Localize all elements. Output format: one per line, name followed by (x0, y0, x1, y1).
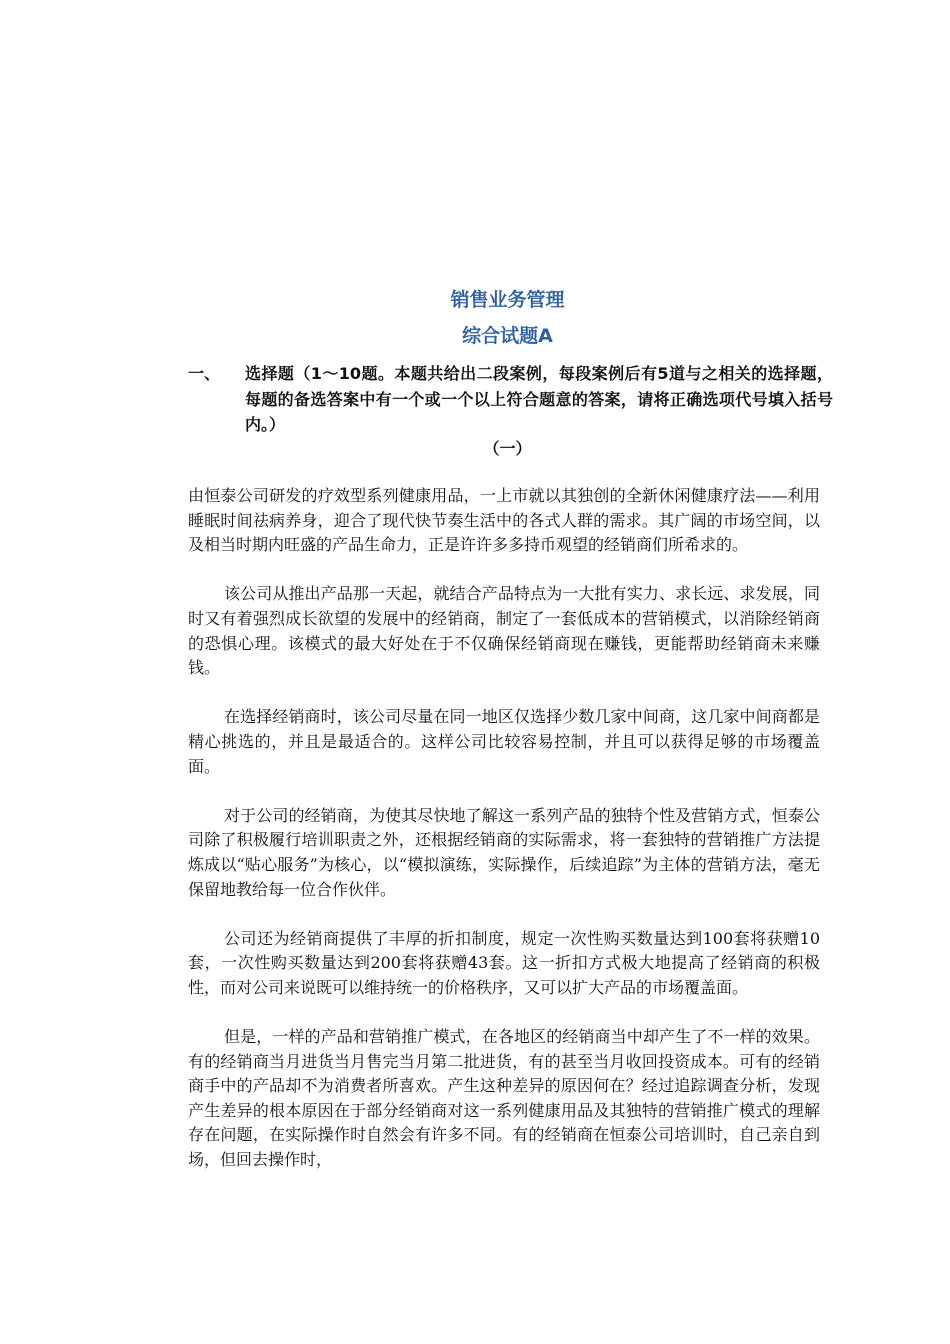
paragraph-6: 但是，一样的产品和营销推广模式，在各地区的经销商当中却产生了不一样的效果。有的经销商当月进货当月售完当月第二批进货，有的甚至当月收回投资成本。可有的经销商手中的产品却不为消费者所喜欢。产生这种差异的原因何在？经过追踪调查分析，发现产生差异的根本原因在于部分经销商对这一系列健康用品及其独特的营销推广模式的理解存在问题，在实际操作时自然会有许多不同。有的经销商在恒泰公司培训时，自己亲自到场，但回去操作时， (188, 1027, 820, 1170)
paragraph-3: 在选择经销商时，该公司尽量在同一地区仅选择少数几家中间商，这几家中间商都是精心挑选的，并且是最适合的。这样公司比较容易控制，并且可以获得足够的市场覆盖面。 (188, 707, 820, 776)
paragraph-1: 由恒泰公司研发的疗效型系列健康用品，一上市就以其独创的全新休闲健康疗法——利用睡眠时间祛病养身，迎合了现代快节奏生活中的各式人群的需求。其广阔的市场空间，以及相当时期内旺盛的产品生命力，正是许许多多持币观望的经销商们所希求的。 (188, 486, 820, 555)
case-label: （一） (483, 439, 532, 458)
document-subtitle: 综合试题A (462, 325, 553, 347)
section-number: 一、 (188, 364, 221, 383)
document-title: 销售业务管理 (450, 289, 565, 311)
paragraph-5: 公司还为经销商提供了丰厚的折扣制度，规定一次性购买数量达到100套将获赠10套，一次性购买数量达到200套将获赠43套。这一折扣方式极大地提高了经销商的积极性，而对公司来说既可以维持统一的价格秩序，又可以扩大产品的市场覆盖面。 (188, 928, 820, 997)
case-body (188, 484, 820, 1197)
paragraph-4: 对于公司的经销商，为使其尽快地了解这一系列产品的独特个性及营销方式，恒泰公司除了积极履行培训职责之外，还根据经销商的实际需求，将一套独特的营销推广方法提炼成以“贴心服务”为核心，以“模拟演练，实际操作，后续追踪”为主体的营销方法，毫无保留地教给每一位合作伙伴。 (188, 805, 820, 899)
paragraph-2: 该公司从推出产品那一天起，就结合产品特点为一大批有实力、求长远、求发展，同时又有着强烈成长欲望的发展中的经销商，制定了一套低成本的营销模式，以消除经销商的恐惧心理。该模式的最大好处在于不仅确保经销商现在赚钱，更能帮助经销商未来赚钱。 (188, 584, 820, 678)
section-heading (188, 361, 833, 438)
section-instructions: 选择题（1～10题。本题共给出二段案例，每段案例后有5道与之相关的选择题，每题的备选答案中有一个或一个以上符合题意的答案，请将正确选项代号填入括号内。） (245, 364, 833, 434)
